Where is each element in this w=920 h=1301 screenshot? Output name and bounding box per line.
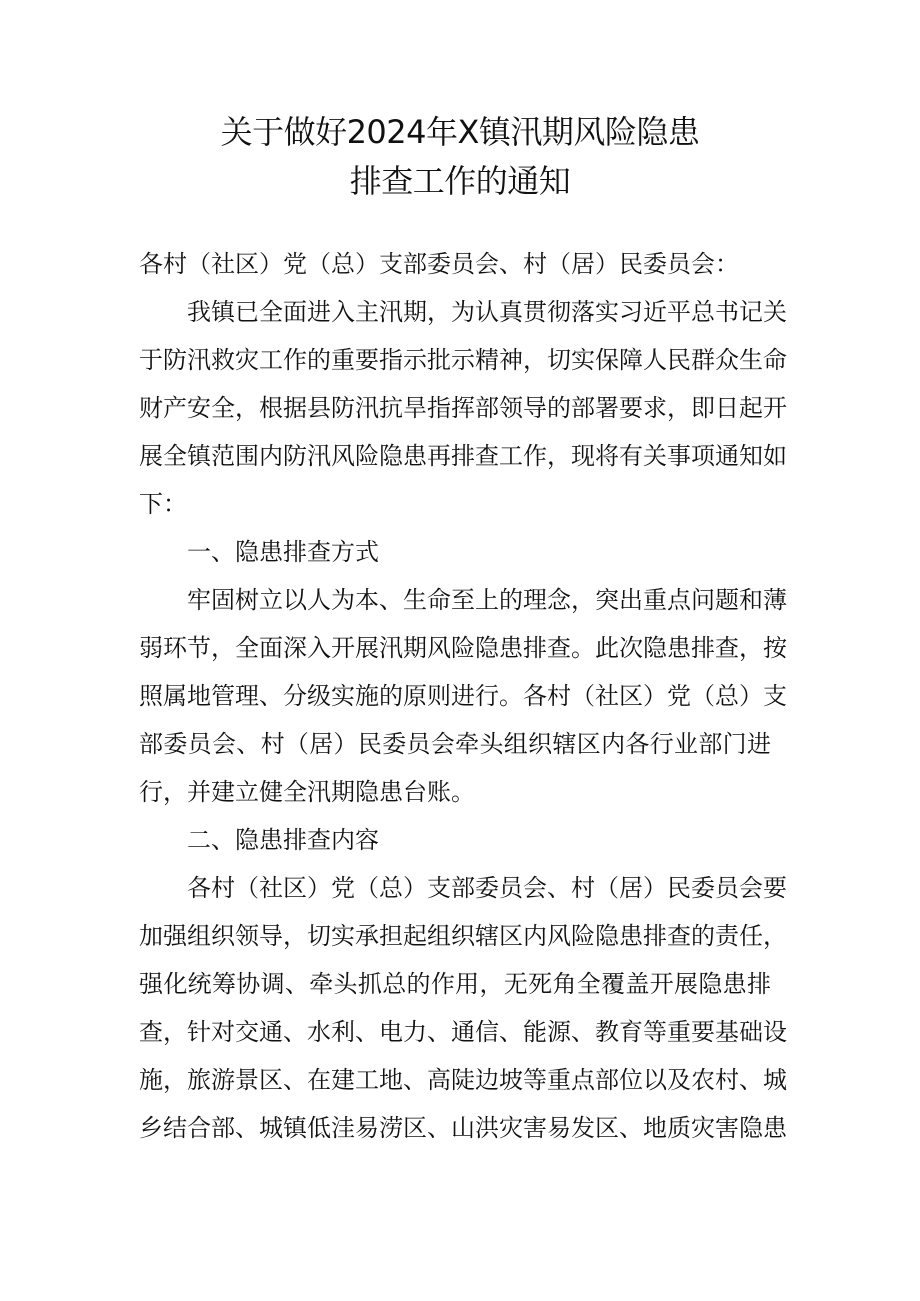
- section-1-line-4: 部委员会、村（居）民委员会牵头组织辖区内各行业部门进: [139, 730, 771, 758]
- section-1-line-1: 牢固树立以人为本、生命至上的理念，突出重点问题和薄: [187, 586, 787, 614]
- section-1-line-5: 行，并建立健全汛期隐患台账。: [139, 778, 475, 806]
- section-1-heading: 一、隐患排查方式: [187, 538, 379, 566]
- intro-line-5: 下：: [139, 490, 187, 518]
- section-1-line-2: 弱环节，全面深入开展汛期风险隐患排查。此次隐患排查，按: [139, 634, 787, 662]
- section-2-line-1: 各村（社区）党（总）支部委员会、村（居）民委员会要: [187, 874, 787, 902]
- document-title-line-2: 排查工作的通知: [349, 162, 571, 200]
- intro-line-1: 我镇已全面进入主汛期，为认真贯彻落实习近平总书记关: [187, 298, 787, 326]
- salutation: 各村（社区）党（总）支部委员会、村（居）民委员会：: [139, 250, 739, 278]
- intro-line-2: 于防汛救灾工作的重要指示批示精神，切实保障人民群众生命: [139, 346, 787, 374]
- document-title-line-1: 关于做好2024年X镇汛期风险隐患: [220, 113, 700, 151]
- section-2-line-2: 加强组织领导，切实承担起组织辖区内风险隐患排查的责任，: [139, 922, 787, 950]
- intro-line-4: 展全镇范围内防汛风险隐患再排查工作，现将有关事项通知如: [139, 442, 787, 470]
- section-1-line-3: 照属地管理、分级实施的原则进行。各村（社区）党（总）支: [139, 682, 787, 710]
- section-2-heading: 二、隐患排查内容: [187, 826, 379, 854]
- section-2-line-5: 施，旅游景区、在建工地、高陡边坡等重点部位以及农村、城: [139, 1066, 787, 1094]
- section-2-line-6: 乡结合部、城镇低洼易涝区、山洪灾害易发区、地质灾害隐患: [139, 1114, 787, 1142]
- section-2-line-4: 查，针对交通、水利、电力、通信、能源、教育等重要基础设: [139, 1018, 787, 1046]
- intro-line-3: 财产安全，根据县防汛抗旱指挥部领导的部署要求，即日起开: [139, 394, 787, 422]
- section-2-line-3: 强化统筹协调、牵头抓总的作用，无死角全覆盖开展隐患排: [139, 970, 771, 998]
